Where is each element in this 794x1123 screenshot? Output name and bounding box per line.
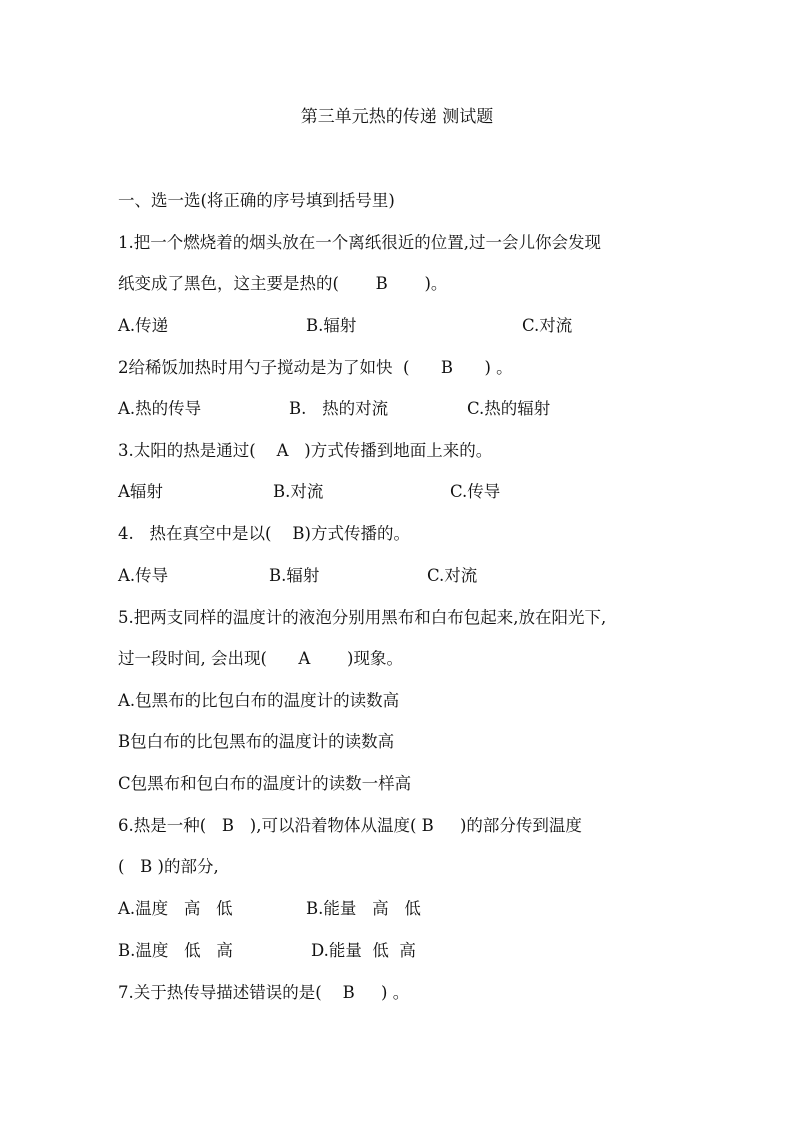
question-1-option-a: A.传递 xyxy=(118,316,169,335)
question-3-option-a: A辐射 xyxy=(118,482,163,501)
question-1-text-cont: 纸变成了黑色，这主要是热的( B )。 xyxy=(118,274,448,293)
section-heading: 一、选一选(将正确的序号填到括号里) xyxy=(118,191,395,210)
question-5-option-c: C包黑布和包白布的温度计的读数一样高 xyxy=(118,774,412,793)
question-3-option-b: B.对流 xyxy=(273,482,324,501)
question-4-option-a: A.传导 xyxy=(118,566,169,585)
question-7-text: 7.关于热传导描述错误的是( B ) 。 xyxy=(118,983,410,1002)
page-title: 第三单元热的传递 测试题 xyxy=(300,107,494,127)
question-5-text: 5.把两支同样的温度计的液泡分别用黑布和白布包起来,放在阳光下, xyxy=(118,608,607,627)
question-5-option-b: B包白布的比包黑布的温度计的读数高 xyxy=(118,732,395,751)
question-4-option-b: B.辐射 xyxy=(269,566,320,585)
question-1-option-c: C.对流 xyxy=(522,316,573,335)
question-1-option-b: B.辐射 xyxy=(306,316,357,335)
question-6-option-c: B.温度 低 高 xyxy=(118,941,233,960)
question-3-text: 3.太阳的热是通过( A )方式传播到地面上来的。 xyxy=(118,441,493,460)
question-2-option-c: C.热的辐射 xyxy=(467,399,551,418)
question-2-text: 2给稀饭加热时用勺子搅动是为了如快 ( B ) 。 xyxy=(118,358,513,377)
question-1-text: 1.把一个燃烧着的烟头放在一个离纸很近的位置,过一会儿你会发现 xyxy=(118,233,601,252)
question-6-option-b: B.能量 高 低 xyxy=(306,899,421,918)
question-6-option-a: A.温度 高 低 xyxy=(118,899,233,918)
question-4-option-c: C.对流 xyxy=(427,566,478,585)
question-6-option-d: D.能量 低 高 xyxy=(311,941,416,960)
question-5-option-a: A.包黑布的比包白布的温度计的读数高 xyxy=(118,691,400,710)
question-3-option-c: C.传导 xyxy=(450,482,501,501)
question-2-option-b: B. 热的对流 xyxy=(289,399,389,418)
question-6-text-cont: ( B )的部分, xyxy=(118,857,219,876)
question-5-text-cont: 过一段时间, 会出现( A )现象。 xyxy=(118,649,403,668)
question-4-text: 4. 热在真空中是以( B)方式传播的。 xyxy=(118,524,410,543)
question-6-text: 6.热是一种( B ),可以沿着物体从温度( B )的部分传到温度 xyxy=(118,816,582,835)
question-2-option-a: A.热的传导 xyxy=(118,399,202,418)
